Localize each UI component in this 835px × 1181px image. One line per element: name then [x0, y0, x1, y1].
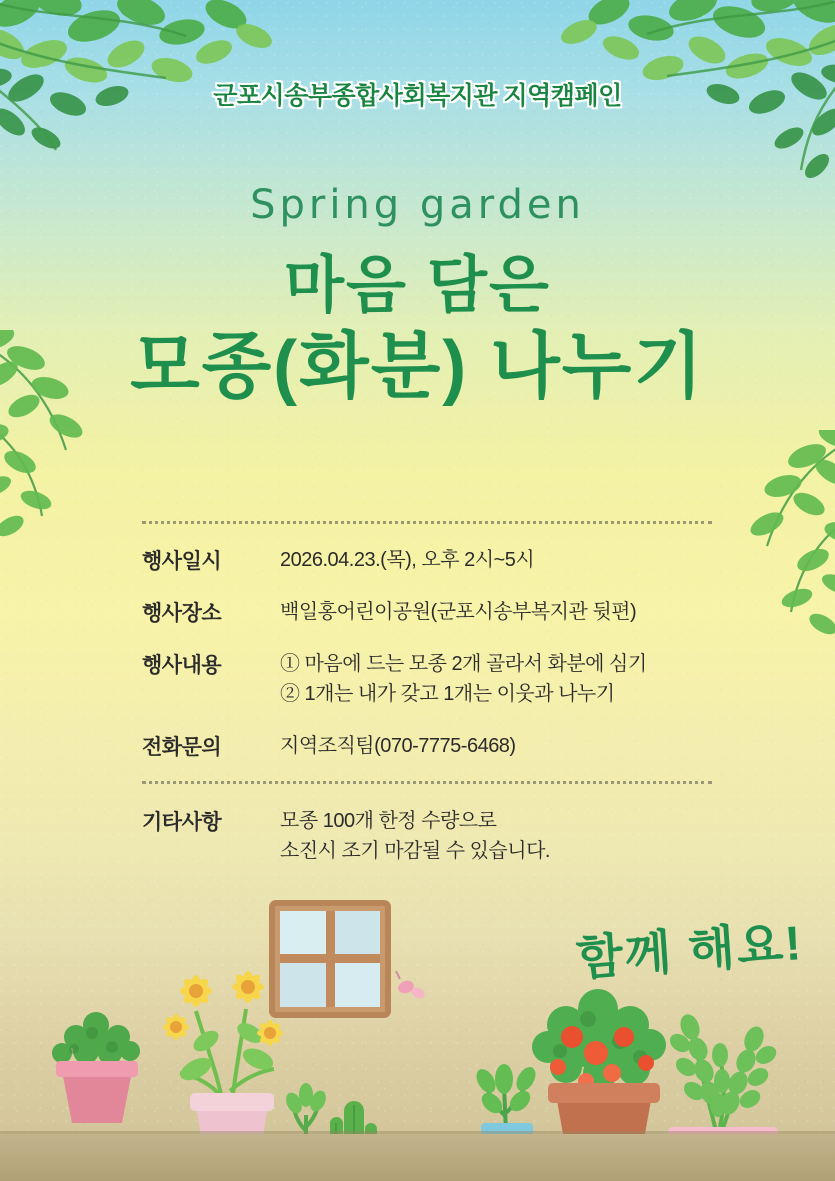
info-value-phone	[280, 731, 516, 761]
info-value-datetime	[280, 545, 534, 575]
info-value-content	[280, 649, 647, 709]
info-value-phone-line1: 지역조직팀(070-7775-6468)	[280, 735, 516, 757]
organization-campaign-line: 군포시송부종합사회복지관 지역캠페인	[213, 82, 622, 110]
info-row-phone	[142, 731, 722, 761]
info-label-content: 행사내용	[142, 654, 222, 677]
info-row-notes	[142, 806, 722, 866]
potted-plant-left-illustration	[52, 1012, 140, 1123]
info-value-datetime-line1: 2026.04.23.(목), 오후 2시~5시	[280, 549, 535, 571]
divider-top	[142, 521, 712, 524]
info-label-phone: 전화문의	[142, 736, 222, 759]
info-value-notes-line1: 모종 100개 한정 수량으로	[280, 810, 497, 832]
korean-title-line1: 마음 담은	[284, 251, 551, 320]
event-info-list	[142, 545, 722, 783]
info-value-content-line1: ① 마음에 드는 모종 2개 골라서 화분에 심기	[280, 653, 647, 675]
foliage-mid-right-decoration	[703, 430, 835, 660]
info-label-notes: 기타사항	[142, 811, 222, 834]
korean-title	[0, 248, 835, 411]
info-label-location: 행사장소	[142, 602, 222, 625]
info-row-content	[142, 649, 722, 709]
event-notes-list	[142, 806, 722, 888]
info-value-notes	[280, 806, 550, 866]
info-value-notes-line2: 소진시 조기 마감될 수 있습니다.	[280, 840, 550, 862]
butterfly-illustration	[396, 971, 426, 1000]
ground-strip	[0, 1134, 835, 1181]
info-label-datetime: 행사일시	[142, 550, 222, 573]
info-value-location-line1: 백일홍어린이공원(군포시송부복지관 뒷편)	[280, 601, 637, 623]
korean-title-line2: 모종(화분) 나누기	[130, 326, 705, 407]
info-row-datetime	[142, 545, 722, 575]
info-value-content-line2: ② 1개는 내가 갖고 1개는 이웃과 나누기	[280, 683, 615, 705]
info-value-location	[280, 597, 636, 627]
info-row-location	[142, 597, 722, 627]
window-illustration	[272, 903, 388, 1015]
closing-phrase: 함께 해요!	[574, 917, 805, 986]
english-title: Spring garden	[250, 182, 585, 228]
